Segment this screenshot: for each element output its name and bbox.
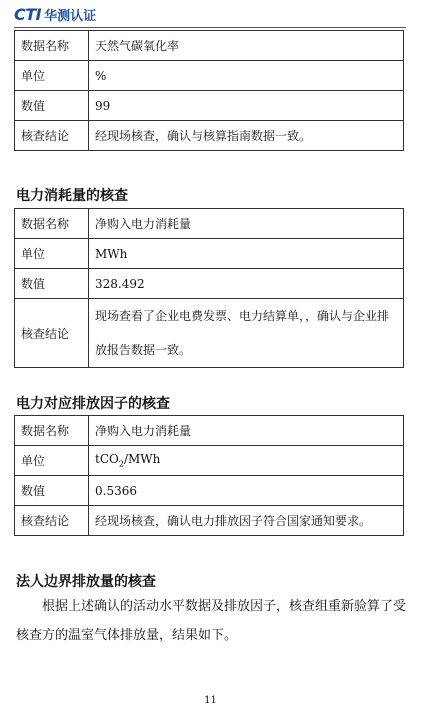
row-label: 单位: [15, 239, 89, 269]
page-header: [14, 3, 406, 29]
row-value: 经现场核查，确认电力排放因子符合国家通知要求。: [89, 506, 404, 536]
row-label: 核查结论: [15, 299, 89, 368]
page-number: 11: [204, 695, 217, 706]
row-value: 净购入电力消耗量: [89, 209, 404, 239]
unit-subscript: 2: [118, 459, 124, 469]
logo-mark: CTI: [14, 5, 42, 24]
electricity-section-title: 电力消耗量的核查: [16, 188, 128, 204]
emission-factor-table: [14, 415, 404, 536]
row-value: 天然气碳氧化率: [89, 31, 404, 61]
table-row: [15, 299, 404, 368]
row-value: 经现场核查，确认与核算指南数据一致。: [89, 121, 404, 151]
table-row: [15, 121, 404, 151]
table-row: [15, 31, 404, 61]
row-label: 数据名称: [15, 416, 89, 446]
carbon-oxidation-table: [14, 30, 404, 151]
table-row: [15, 61, 404, 91]
boundary-paragraph: 根据上述确认的活动水平数据及排放因子，核查组重新验算了受核查方的温室气体排放量，结果如下。: [16, 599, 407, 643]
emission-factor-section-title: 电力对应排放因子的核查: [16, 396, 170, 412]
row-label: 数据名称: [15, 31, 89, 61]
unit-suffix: /MWh: [123, 452, 161, 467]
table-row: [15, 416, 404, 446]
electricity-consumption-table: [14, 208, 404, 368]
boundary-section-title: 法人边界排放量的核查: [16, 574, 156, 590]
row-value: 328.492: [89, 269, 404, 299]
table-row: [15, 506, 404, 536]
cti-logo: [14, 5, 96, 24]
row-value: [89, 446, 404, 476]
header-divider: [14, 27, 406, 28]
table-row: [15, 269, 404, 299]
row-label: 数值: [15, 476, 89, 506]
unit-prefix: tCO: [95, 452, 119, 467]
row-label: 单位: [15, 61, 89, 91]
row-label: 单位: [15, 446, 89, 476]
table-row: [15, 446, 404, 476]
row-label: 核查结论: [15, 121, 89, 151]
row-value: 净购入电力消耗量: [89, 416, 404, 446]
row-value: 0.5366: [89, 476, 404, 506]
row-value: %: [89, 61, 404, 91]
row-value: 现场查看了企业电费发票、电力结算单，，确认与企业排放报告数据一致。: [89, 299, 404, 368]
row-label: 数据名称: [15, 209, 89, 239]
table-row: [15, 239, 404, 269]
row-value: MWh: [89, 239, 404, 269]
row-label: 核查结论: [15, 506, 89, 536]
row-value: 99: [89, 91, 404, 121]
row-label: 数值: [15, 91, 89, 121]
table-row: [15, 209, 404, 239]
row-label: 数值: [15, 269, 89, 299]
logo-text: 华测认证: [44, 9, 97, 24]
table-row: [15, 476, 404, 506]
table-row: [15, 91, 404, 121]
